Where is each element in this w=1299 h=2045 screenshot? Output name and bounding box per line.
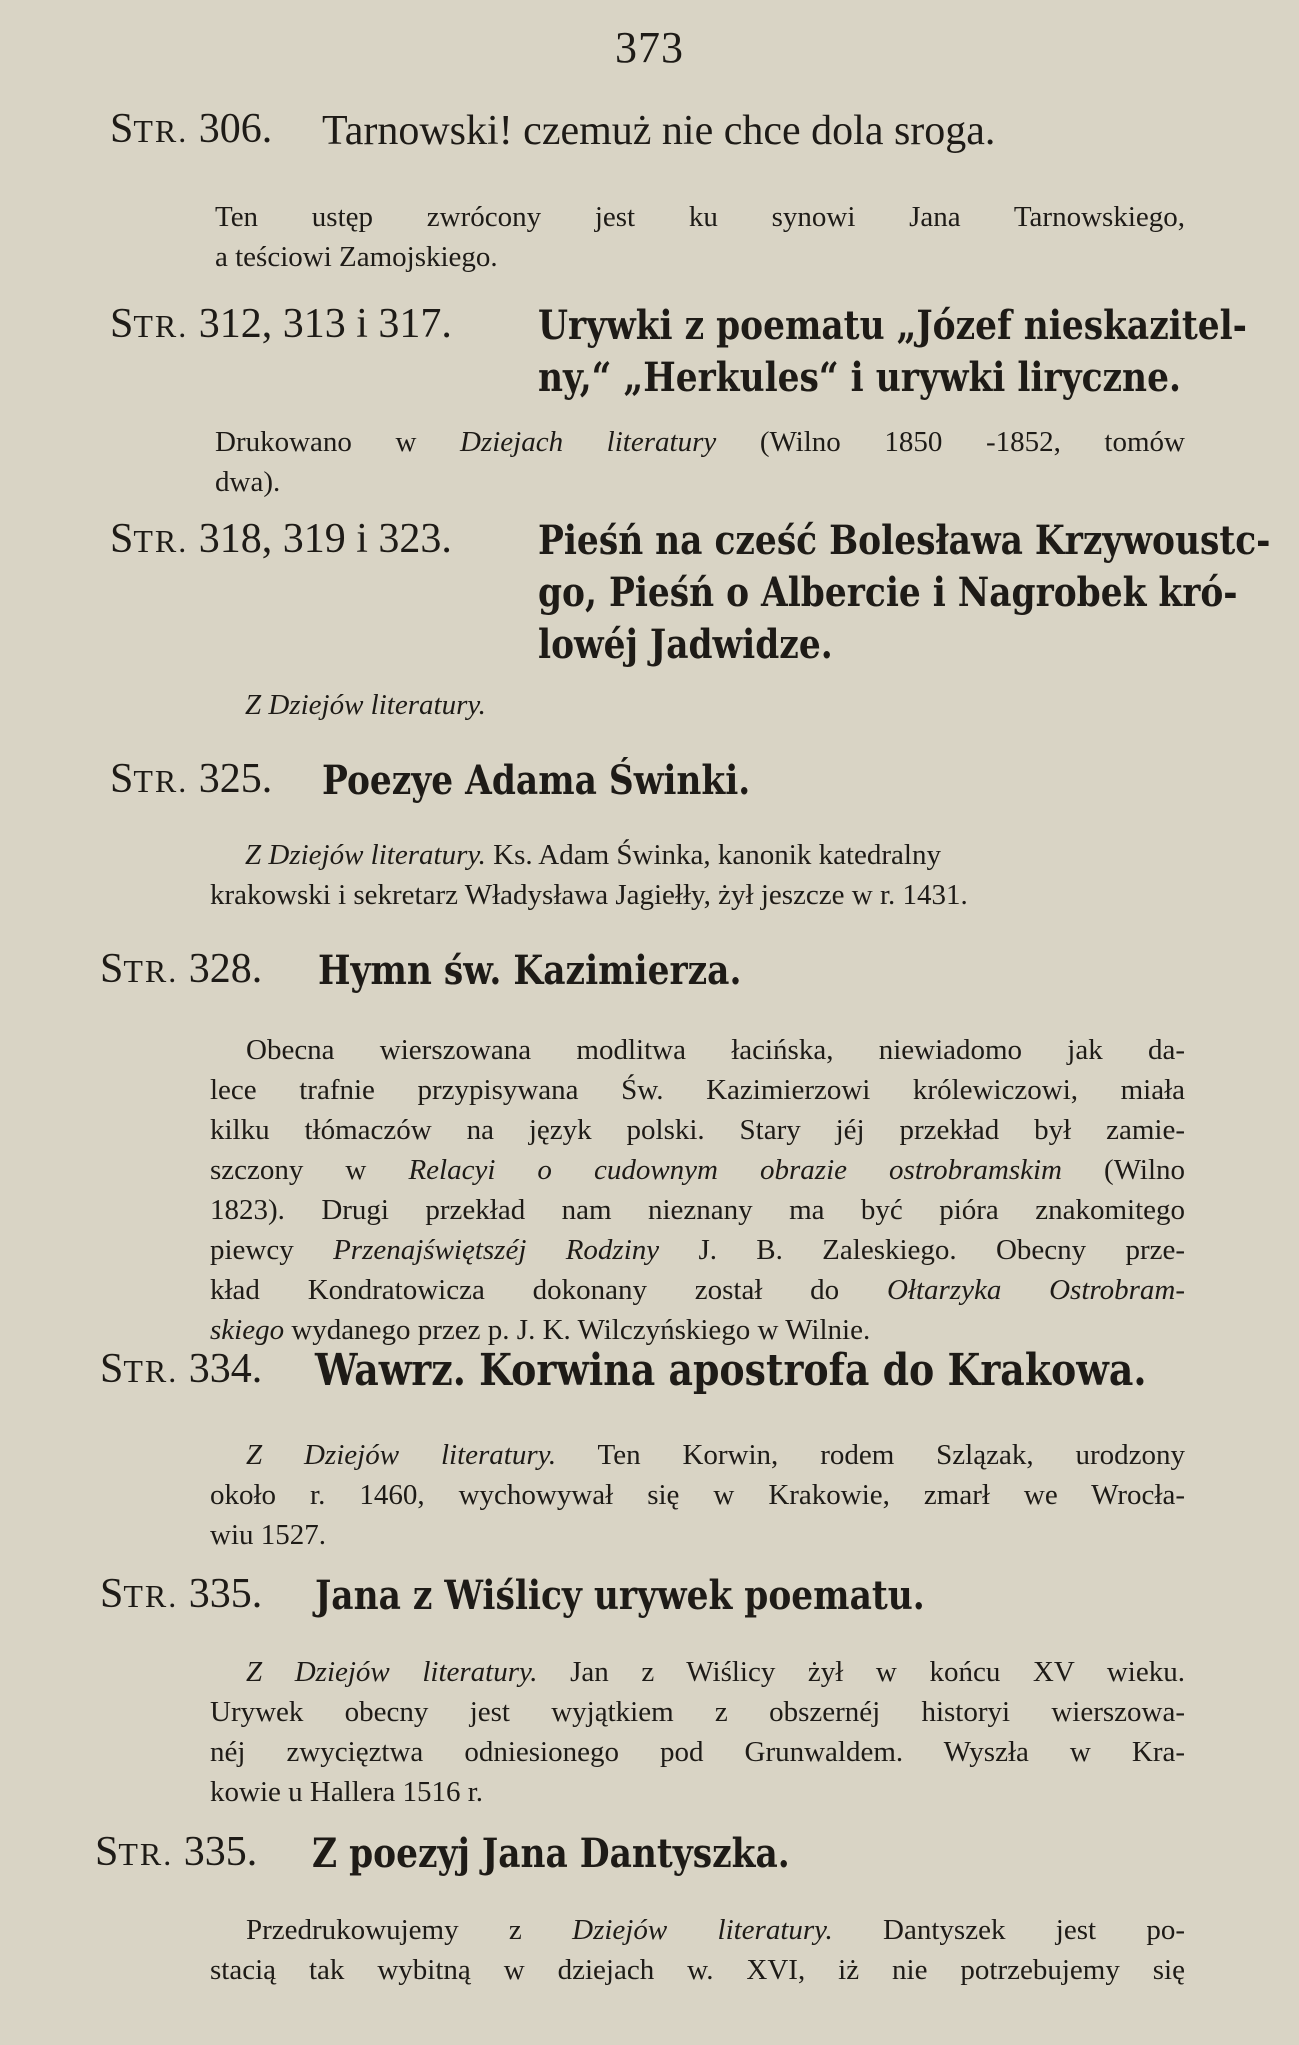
entry-note: Przedrukowujemy z Dziejów literatury. Dantyszek jest po- stacią tak wybitną w dziejach w. XVI, iż nie potrzebujemy się	[210, 1914, 1186, 1986]
entry-heading	[0, 105, 1299, 165]
entry-heading	[0, 1345, 1299, 1405]
entry-title: Tarnowski! czemuż nie chce dola sroga.	[322, 108, 996, 154]
entry-note: Z Dziejów literatury. Ten Korwin, rodem Szlązak, urodzony około r. 1460, wychowywał się w Krakowie, zmarł we Wrocła- wiu 1527.	[210, 1439, 1185, 1551]
page-reference: STR. 306.	[110, 106, 273, 152]
entry-334	[0, 1345, 1299, 1551]
entry-title: Pieśń na cześć Bolesława Krzywoustc- go, Pieśń o Albercie i Nagrobek kró- lowéj Jadwidze.	[538, 517, 1271, 668]
entry-note: Obecna wierszowana modlitwa łacińska, niewiadomo jak da- lece trafnie przypisywana Św. Kazimierzowi królewiczowi, miała kilku tłómaczów na język polski. Stary jéj przekład był zamie- szczony w Relacyi o cudownym obrazie ostrobramskim (Wilno 1823). Drugi przekład nam nieznany ma być pióra znakomitego piewcy Przenajświętszéj Rodziny J. B. Zaleskiego. Obecny prze- kład Kondratowicza dokonany został do Ołtarzyka Ostrobram- skiego wydanego przez p. J. K. Wilczyńskiego w Wilnie.	[210, 1034, 1186, 1346]
entry-heading	[0, 300, 1299, 401]
entry-title: Poezye Adama Świnki.	[322, 757, 751, 804]
entry-heading	[0, 755, 1299, 815]
page-reference: STR. 335.	[100, 1571, 263, 1617]
page-reference: STR. 328.	[100, 946, 263, 992]
entry-note: Z Dziejów literatury.	[245, 689, 486, 721]
entry-title: Z poezyj Jana Dantyszka.	[312, 1830, 790, 1877]
entry-312	[0, 300, 1299, 498]
page-reference: STR. 335.	[95, 1829, 258, 1875]
entry-335b	[0, 1828, 1299, 1986]
entry-328	[0, 945, 1299, 1346]
entry-note: Ten ustęp zwrócony jest ku synowi Jana Tarnowskiego, a teściowi Zamojskiego.	[215, 201, 1185, 273]
page-reference: STR. 318, 319 i 323.	[110, 516, 452, 562]
entry-heading	[0, 1570, 1299, 1630]
entry-title: Jana z Wiślicy urywek poematu.	[315, 1572, 925, 1619]
entry-title: Hymn św. Kazimierza.	[318, 947, 742, 994]
page-reference: STR. 325.	[110, 756, 273, 802]
entry-note: Z Dziejów literatury. Jan z Wiślicy żył w końcu XV wieku. Urywek obecny jest wyjątkiem z obszernéj historyi wierszowa- néj zwycięztwa odniesionego pod Grunwaldem. Wyszła w Kra- kowie u Hallera 1516 r.	[210, 1656, 1185, 1808]
entry-note: Drukowano w Dziejach literatury (Wilno 1850 -1852, tomów dwa).	[215, 426, 1185, 498]
entry-318	[0, 515, 1299, 721]
entry-title: Urywki z poematu „Józef nieskazitel- ny,“ „Herkules“ i urywki liryczne.	[538, 302, 1247, 401]
entry-335a	[0, 1570, 1299, 1808]
page-reference: STR. 312, 313 i 317.	[110, 301, 452, 347]
entry-heading	[0, 945, 1299, 1005]
entry-325	[0, 755, 1299, 911]
entry-306	[0, 105, 1299, 273]
entry-note: Z Dziejów literatury. Ks. Adam Świnka, kanonik katedralny krakowski i sekretarz Władysława Jagiełły, żył jeszcze w r. 1431.	[210, 839, 968, 911]
entry-title: Wawrz. Korwina apostrofa do Krakowa.	[315, 1345, 1147, 1396]
entry-heading	[0, 515, 1299, 668]
page-number: 373	[615, 23, 684, 72]
entry-heading	[0, 1828, 1299, 1888]
page-reference: STR. 334.	[100, 1346, 263, 1392]
